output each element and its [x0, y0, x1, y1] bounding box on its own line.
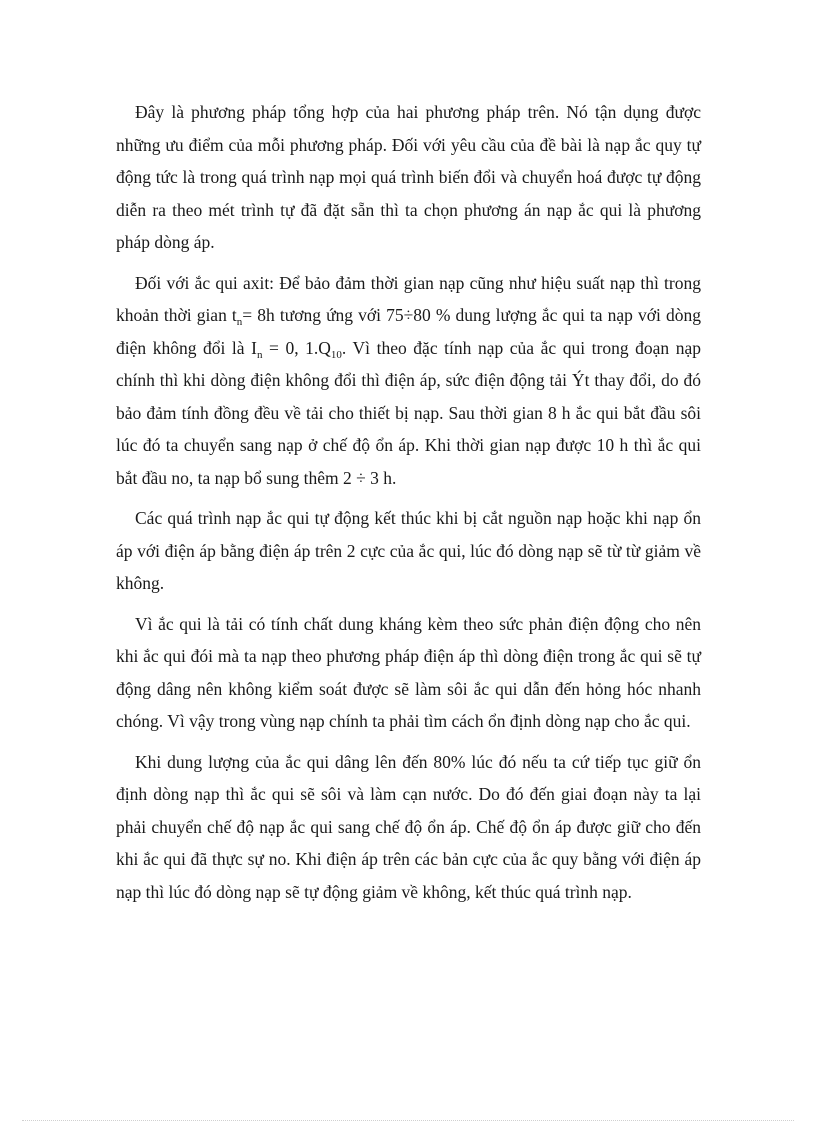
document-body: [116, 96, 701, 916]
paragraph-voltage-stabilization: Khi dung lượng của ắc qui dâng lên đến 80% lúc đó nếu ta cứ tiếp tục giữ ổn định dòng nạp thì ắc qui sẽ sôi và làm cạn nước. Do đó đến giai đoạn này ta lại phải chuyển chế độ nạp ắc qui sang chế độ ổn áp. Chế độ ổn áp được giữ cho đến khi ắc qui đã thực sự no. Khi điện áp trên các bản cực của ắc quy bằng với điện áp nạp thì lúc đó dòng nạp sẽ tự động giảm về không, kết thúc quá trình nạp.: [116, 751, 701, 902]
paragraph-charging-termination: Các quá trình nạp ắc qui tự động kết thúc khi bị cắt nguồn nạp hoặc khi nạp ổn áp với điện áp bằng điện áp trên 2 cực của ắc qui, lúc đó dòng nạp sẽ từ từ giảm về không.: [116, 508, 701, 593]
paragraph-acid-battery-charging: [116, 267, 701, 495]
subscript-n: n: [256, 348, 263, 361]
subscript-10: 10: [330, 348, 342, 361]
text-segment: = 0, 1.Q: [262, 337, 331, 358]
paragraph-method-overview: Đây là phương pháp tổng hợp của hai phương pháp trên. Nó tận dụng được những ưu điểm của mỗi phương pháp. Đối với yêu cầu của đề bài là nạp ắc quy tự động tức là trong quá trình nạp mọi quá trình biến đổi và chuyển hoá được tự động diễn ra theo mét trình tự đã đặt sẵn thì ta chọn phương án nạp ắc qui là phương pháp dòng áp.: [116, 102, 701, 252]
text-segment: . Vì theo đặc tính nạp của ắc qui trong đoạn nạp chính thì khi dòng điện không đổi thì điện áp, sức điện động tải Ýt thay đổi, do đó bảo đảm tính đồng đều về tải cho thiết bị nạp. Sau thời gian 8 h ắc qui bắt đầu sôi lúc đó ta chuyển sang nạp ở chế độ ổn áp. Khi thời gian nạp được 10 h thì ắc qui bắt đầu no, ta nạp bổ sung thêm 2 ÷ 3 h.: [116, 337, 701, 488]
page-bottom-divider: [22, 1120, 794, 1121]
subscript-n: n: [236, 316, 243, 328]
text-segment: = 8h tương ứng với 75÷80 % dung lượng ắc qui ta nạp với dòng điện không đổi là I: [116, 305, 701, 358]
paragraph-capacitive-load: Vì ắc qui là tải có tính chất dung kháng kèm theo sức phản điện động cho nên khi ắc qui đói mà ta nạp theo phương pháp điện áp thì dòng điện trong ắc qui sẽ tự động dâng nên không kiểm soát được sẽ làm sôi ắc qui dẫn đến hỏng hóc nhanh chóng. Vì vậy trong vùng nạp chính ta phải tìm cách ổn định dòng nạp cho ắc qui.: [116, 613, 701, 731]
text-segment: Đối với ắc qui axit: Để bảo đảm thời gian nạp cũng như hiệu suất nạp thì trong khoản thời gian t: [116, 272, 701, 325]
